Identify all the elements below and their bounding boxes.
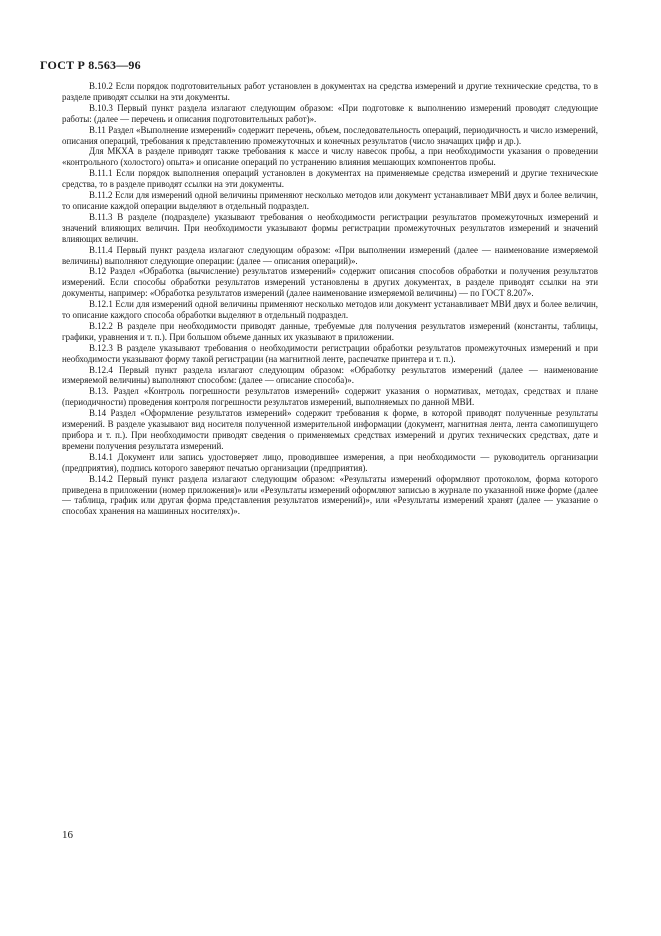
paragraph-b-14: В.14 Раздел «Оформление результатов измерений» содержит требования к форме, в которой приводят полученные результаты измерений. В разделе указывают вид носителя полученной измерительной информации (документ, магнитная лента, лента самопишущего прибора и т. п.). При необходимости приводят сведения о применяемых средствах измерений и других технических средствах, дате и времени получения результата измерений.	[62, 408, 598, 451]
paragraph-b-11: В.11 Раздел «Выполнение измерений» содержит перечень, объем, последовательность операций, периодичность и число измерений, описания операций, требования к представлению промежуточных и конечных результатов (число значащих цифр и др.).	[62, 124, 598, 146]
paragraph-b-10-3: В.10.3 Первый пункт раздела излагают следующим образом: «При подготовке к выполнению измерений проводят следующие работы: (далее — перечень и описания подготовительных работ)».	[62, 102, 598, 124]
page-number: 16	[62, 829, 73, 841]
paragraph-b-14-1: В.14.1 Документ или запись удостоверяет лицо, проводившее измерения, а при необходимости — руководитель организации (предприятия), подпись которого заверяют печатью организации (предприятия).	[62, 451, 598, 473]
paragraph-mkxa: Для МКХА в разделе приводят также требования к массе и числу навесок пробы, а при необходимости указания о проведении «контрольного (холостого) опыта» и описание операций по устранению влияния мешающих компонентов пробы.	[62, 146, 598, 168]
paragraph-b-12-1: В.12.1 Если для измерений одной величины применяют несколько методов или документ устанавливает МВИ двух и более величин, то описание каждого способа обработки выделяют в отдельный подраздел.	[62, 299, 598, 321]
document-header-title: ГОСТ Р 8.563—96	[40, 58, 141, 72]
paragraph-b-11-1: В.11.1 Если порядок выполнения операций установлен в документах на применяемые средства измерений и другие технические средства, то в разделе приводят ссылки на эти документы.	[62, 168, 598, 190]
paragraph-b-14-2: В.14.2 Первый пункт раздела излагают следующим образом: «Результаты измерений оформляют протоколом, форма которого приведена в приложении (номер приложения)» или «Результаты измерений оформляют записью в журнале по указанной ниже форме (далее — таблица, график или другая форма представления результатов измерений)», или «Результаты измерений хранят (далее — указание о способах хранения на машинных носителях)».	[62, 473, 598, 517]
document-body	[62, 81, 598, 517]
paragraph-b-11-2: В.11.2 Если для измерений одной величины применяют несколько методов или документ устанавливает МВИ двух и более величин, то описание каждой операции выделяют в отдельный подраздел.	[62, 190, 598, 211]
paragraph-b-12-4: В.12.4 Первый пункт раздела излагают следующим образом: «Обработку результатов измерений (далее — наименование измеряемой величины) выполняют способом: (далее — описание способа)».	[62, 364, 598, 386]
paragraph-b-13: В.13. Раздел «Контроль погрешности результатов измерений» содержит указания о нормативах, методах, средствах и плане (периодичности) проведения контроля погрешности результатов измерений, выполняемых по данной МВИ.	[62, 386, 598, 408]
paragraph-b-12-3: В.12.3 В разделе указывают требования о необходимости регистрации обработки результатов промежуточных измерений и при необходимости указывают форму такой регистрации (на магнитной ленте, распечатке принтера и т. п.).	[62, 342, 598, 364]
paragraph-b-11-3: В.11.3 В разделе (подразделе) указывают требования о необходимости регистрации результатов промежуточных измерений и значений влияющих величин. При необходимости указывают формы регистрации промежуточных результатов измерений и значений влияющих величин.	[62, 211, 598, 244]
paragraph-b-12: В.12 Раздел «Обработка (вычисление) результатов измерений» содержит описания способов обработки и получения результатов измерений. Если способы обработки результатов измерений установлены в других документах, в разделе приводят ссылки на эти документы, например: «Обработка результатов измерений (далее наименование измеряемой величины) — по ГОСТ 8.207».	[62, 266, 598, 299]
paragraph-b-10-2: В.10.2 Если порядок подготовительных работ установлен в документах на средства измерений и другие технические средства, то в разделе приводят ссылки на эти документы.	[62, 81, 598, 102]
paragraph-b-12-2: В.12.2 В разделе при необходимости приводят данные, требуемые для получения результатов измерений (константы, таблицы, графики, уравнения и т. п.). При большом объеме данных их указывают в приложении.	[62, 320, 598, 342]
paragraph-b-11-4: В.11.4 Первый пункт раздела излагают следующим образом: «При выполнении измерений (далее — наименование измеряемой величины) выполняют следующие операции: (далее — описания операций)».	[62, 244, 598, 266]
